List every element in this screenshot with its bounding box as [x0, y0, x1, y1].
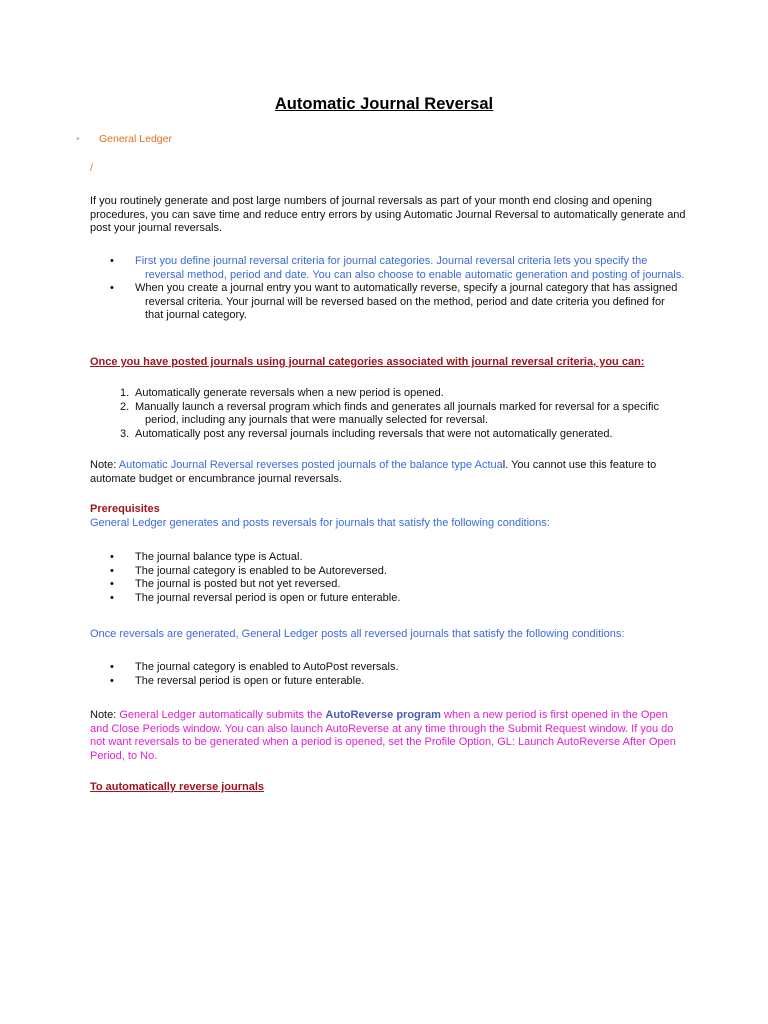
- breadcrumb-separator: /: [90, 162, 93, 174]
- page-title: Automatic Journal Reversal: [274, 95, 494, 113]
- intro-paragraph: If you routinely generate and post large numbers of journal reversals as part of your month end closing and opening procedures, you can save time and reduce entry errors by using Automatic Journal Reversal to automatically generate and post your journal reversals.: [90, 195, 686, 234]
- list-item: 2. Manually launch a reversal program which finds and generates all journals marked for reversal for a specific period, including any journals that were manually selected for reversal.: [120, 400, 659, 426]
- bullet-icon: •: [76, 133, 80, 145]
- section-heading-reverse-journals: To automatically reverse journals: [90, 781, 265, 793]
- list-item: • First you define journal reversal criteria for journal categories. Journal reversal criteria lets you specify the reversal method, period and date. You can also choose to enable automatic generation and posting of journals.: [90, 255, 686, 282]
- breadcrumb: [76, 133, 172, 147]
- prerequisites-list: [90, 551, 686, 605]
- prerequisites-intro: General Ledger generates and posts reversals for journals that satisfy the following conditions:: [90, 517, 550, 529]
- list-item: • When you create a journal entry you want to automatically reverse, specify a journal category that has assigned reversal criteria. Your journal will be reversed based on the method, period and date criteria you defined for that journal category.: [90, 282, 686, 323]
- list-item: • The journal balance type is Actual.: [90, 551, 686, 565]
- autopost-intro: Once reversals are generated, General Ledger posts all reversed journals that satisfy the following conditions:: [90, 628, 625, 640]
- breadcrumb-link-general-ledger[interactable]: General Ledger: [99, 133, 172, 145]
- list-item: • The journal category is enabled to be Autoreversed.: [90, 565, 686, 579]
- autopost-list: [90, 661, 686, 688]
- autoreverse-program-term: AutoReverse program: [325, 709, 441, 721]
- list-item: • The journal category is enabled to AutoPost reversals.: [90, 661, 686, 675]
- criteria-list: [90, 255, 686, 323]
- section-heading-you-can: Once you have posted journals using journal categories associated with journal reversal criteria, you can:: [90, 356, 645, 368]
- list-item: • The journal is posted but not yet reversed.: [90, 578, 686, 592]
- prerequisites-heading: Prerequisites: [90, 503, 160, 515]
- note-autoreverse: Note: General Ledger automatically submits the AutoReverse program when a new period is first opened in the Open and Close Periods window. You can also launch AutoReverse at any time through the Submit Request window. If you do not want reversals to be generated when a period is opened, set the Profile Option, GL: Launch AutoReverse After Open Period, to No.: [90, 709, 676, 762]
- list-item: • The reversal period is open or future enterable.: [90, 675, 686, 689]
- steps-list: [90, 387, 686, 441]
- note-balance-type: Note: Automatic Journal Reversal reverses posted journals of the balance type Actual. You cannot use this feature to automate budget or encumbrance journal reversals.: [90, 459, 657, 485]
- list-item: 1. Automatically generate reversals when a new period is opened.: [120, 387, 444, 399]
- list-item: 3. Automatically post any reversal journals including reversals that were not automatically generated.: [120, 427, 613, 440]
- list-item: • The journal reversal period is open or future enterable.: [90, 592, 686, 606]
